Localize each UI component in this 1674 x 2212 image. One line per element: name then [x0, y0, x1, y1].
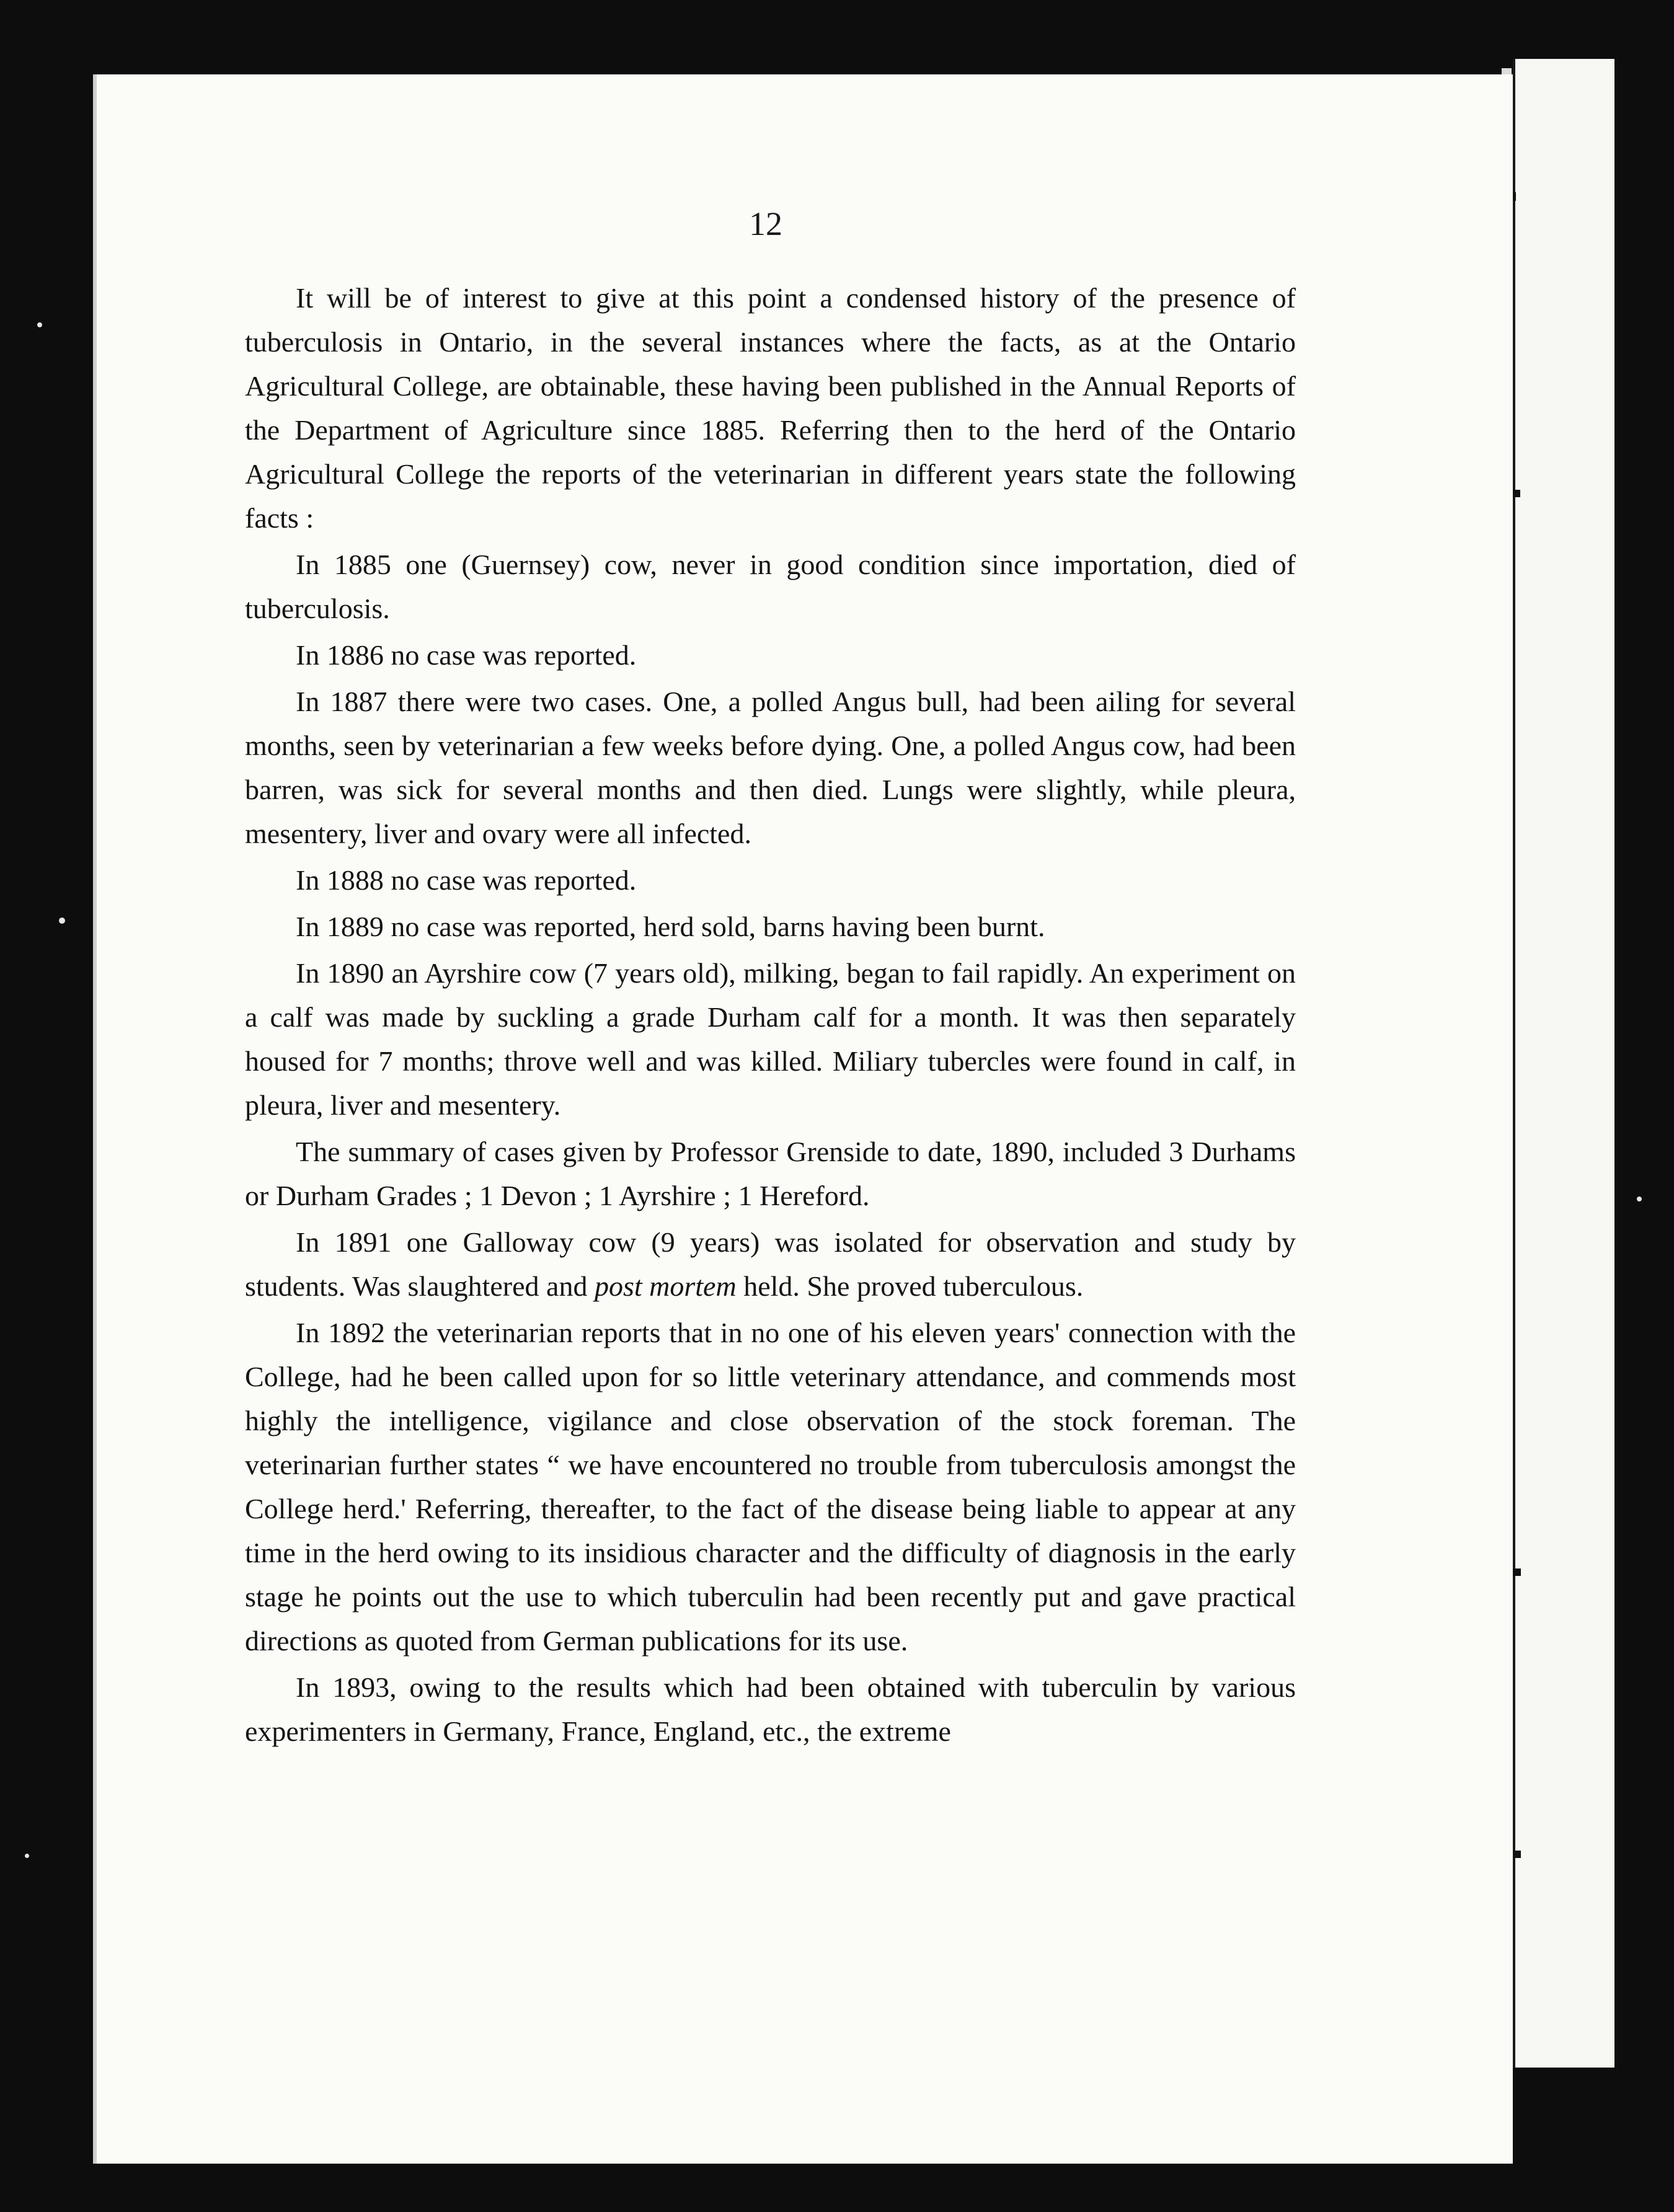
paragraph-1886: In 1886 no case was reported.: [296, 639, 637, 671]
paragraph-1889: In 1889 no case was reported, herd sold, barns having been burnt.: [296, 911, 1045, 942]
paragraph-summary: The summary of cases given by Professor Grenside to date, 1890, included 3 Durhams or Durham Grades ; 1 Devon ; 1 Ayrshire ; 1 Hereford.: [245, 1136, 1296, 1211]
paragraph-1892: In 1892 the veterinarian reports that in no one of his eleven years' connection with the College, had he been called upon for so little veterinary attendance, and commends most highly the intelligence, vigilance and close observation of the stock foreman. The veterinarian further states “ we have encountered no trouble from tuberculosis amongst the College herd.' Referring, thereafter, to the fact of the disease being liable to appear at any time in the herd owing to its insidious character and the difficulty of diagnosis in the early stage he points out the use to which tuberculin had been recently put and gave practical directions as quoted from German publications for its use.: [245, 1317, 1296, 1657]
post-mortem-italic: post mortem: [594, 1270, 737, 1302]
scan-speck: [59, 918, 65, 924]
scan-speck: [1637, 1197, 1642, 1201]
paragraph-1890: In 1890 an Ayrshire cow (7 years old), milking, began to fail rapidly. An experiment on a calf was made by suckling a grade Durham calf for a month. It was then separately housed for 7 months; throve well and was killed. Miliary tubercles were found in calf, in pleura, liver and mesentery.: [245, 957, 1296, 1121]
body-text: [245, 276, 1296, 1756]
paragraph-1888: In 1888 no case was reported.: [296, 864, 637, 896]
paragraph-1891-text-end: held. She proved tuberculous.: [736, 1270, 1084, 1302]
paragraph-1887: In 1887 there were two cases. One, a polled Angus bull, had been ailing for several months, seen by veterinarian a few weeks before dying. One, a polled Angus cow, had been barren, was sick for several months and then died. Lungs were slightly, while pleura, mesentery, liver and ovary were all infected.: [245, 686, 1296, 849]
paragraph-intro: It will be of interest to give at this point a condensed history of the presence of tuberculosis in Ontario, in the several instances where the facts, as at the Ontario Agricultural College, are obtainable, these having been published in the Annual Reports of the Department of Agriculture since 1885. Referring then to the herd of the Ontario Agricultural College the reports of the veterinarian in different years state the following facts :: [245, 282, 1296, 534]
paragraph-1891-text: In 1891 one Galloway cow (9 years) was isolated for observation and study by students. Was slaughtered and: [245, 1226, 1296, 1302]
page-number: 12: [749, 205, 782, 242]
paragraph-1893: In 1893, owing to the results which had been obtained with tuberculin by various experimenters in Germany, France, England, etc., the extreme: [245, 1671, 1296, 1747]
paragraph-1885: In 1885 one (Guernsey) cow, never in good condition since importation, died of tuberculosis.: [245, 549, 1296, 624]
scan-speck: [25, 1854, 29, 1858]
paragraph-1891: [245, 1220, 1296, 1308]
adjacent-page-edge: [1513, 59, 1614, 2068]
scan-speck: [37, 322, 42, 327]
